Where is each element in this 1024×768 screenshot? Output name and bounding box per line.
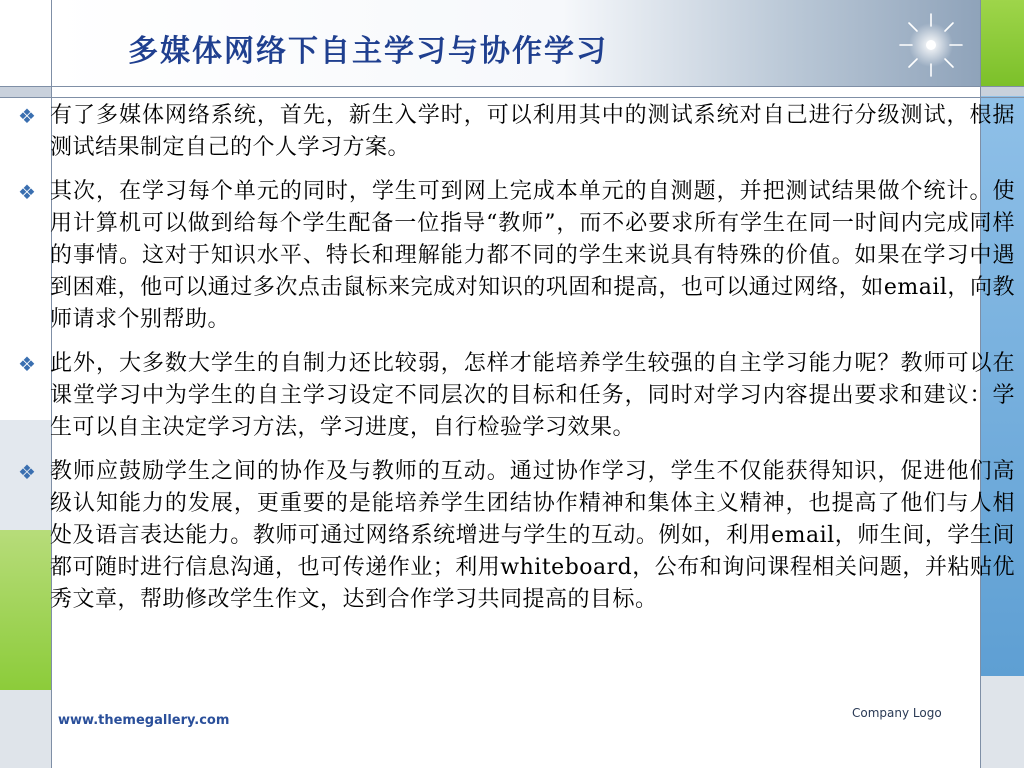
- bullet-paragraph: [18, 100, 1018, 164]
- company-logo-text: Company Logo: [852, 706, 942, 720]
- bullet-paragraph: [18, 348, 1018, 444]
- bullet-paragraph: [18, 176, 1018, 336]
- content-body: [18, 100, 1018, 628]
- footer-website-link[interactable]: www.themegallery.com: [58, 713, 230, 728]
- paragraph-text: 此外，大多数大学生的自制力还比较弱，怎样才能培养学生较强的自主学习能力呢？教师可以在课堂学习中为学生的自主学习设定不同层次的目标和任务，同时对学习内容提出要求和建议：学生可以自主决定学习方法，学习进度，自行检验学习效果。: [50, 351, 1015, 440]
- header-divider-line: [0, 86, 1024, 87]
- sparkle-icon: [896, 10, 966, 80]
- slide-title: 多媒体网络下自主学习与协作学习: [128, 34, 608, 69]
- diamond-bullet-icon: ❖: [18, 180, 36, 204]
- diamond-bullet-icon: ❖: [18, 352, 36, 376]
- paragraph-text: 其次，在学习每个单元的同时，学生可到网上完成本单元的自测题，并把测试结果做个统计。使用计算机可以做到给每个学生配备一位指导“教师”，而不必要求所有学生在同一时间内完成同样的事情。这对于知识水平、特长和理解能力都不同的学生来说具有特殊的价值。如果在学习中遇到困难，他可以通过多次点击鼠标来完成对知识的巩固和提高，也可以通过网络，如email，向教师请求个别帮助。: [50, 179, 1015, 332]
- paragraph-text: 教师应鼓励学生之间的协作及与教师的互动。通过协作学习，学生不仅能获得知识，促进他们高级认知能力的发展，更重要的是能培养学生团结协作精神和集体主义精神，也提高了他们与人相处及语言表达能力。教师可通过网络系统增进与学生的互动。例如，利用email，师生间，学生间都可随时进行信息沟通，也可传递作业；利用whiteboard，公布和询问课程相关问题，并粘贴优秀文章，帮助修改学生作文，达到合作学习共同提高的目标。: [50, 459, 1015, 612]
- content-top-line: [0, 97, 1024, 98]
- diamond-bullet-icon: ❖: [18, 104, 36, 128]
- bullet-paragraph: [18, 456, 1018, 616]
- diamond-bullet-icon: ❖: [18, 460, 36, 484]
- paragraph-text: 有了多媒体网络系统，首先，新生入学时，可以利用其中的测试系统对自己进行分级测试，根据测试结果制定自己的个人学习方案。: [50, 103, 1015, 160]
